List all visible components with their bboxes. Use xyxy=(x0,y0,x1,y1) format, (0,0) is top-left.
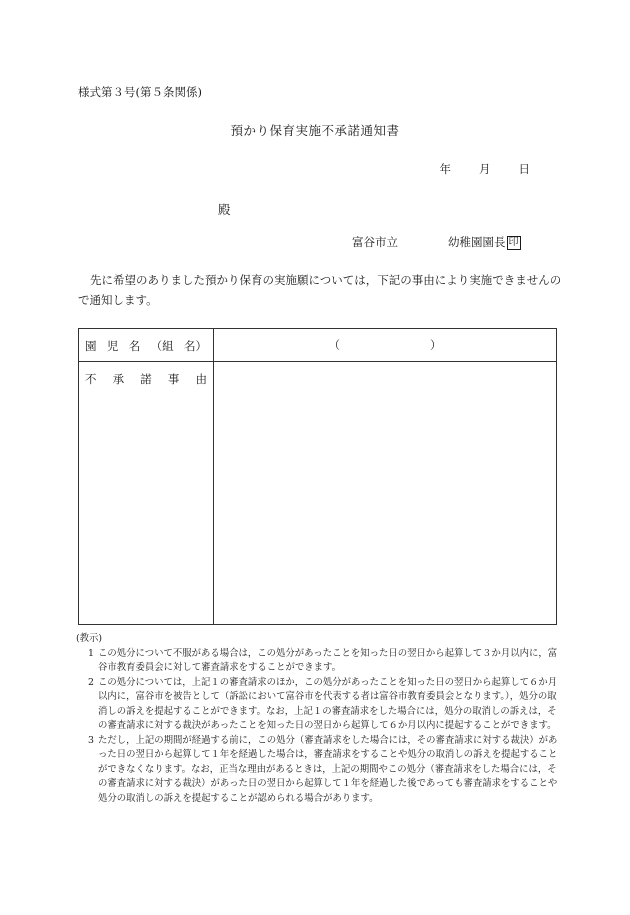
label-char: 事 xyxy=(167,372,180,386)
child-name-field[interactable] xyxy=(214,329,557,362)
instructions-heading: (教示) xyxy=(76,633,103,644)
document-title: 預かり保育実施不承諾通知書 xyxy=(230,123,400,138)
label-char: 不 xyxy=(85,372,97,386)
form-number: 様式第３号(第５条関係) xyxy=(78,85,202,99)
label-char: 園 xyxy=(85,339,97,353)
note-item xyxy=(82,734,564,807)
table-row-reason xyxy=(79,362,557,625)
reason-field[interactable] xyxy=(214,362,557,625)
body-text: 先に希望のありました預かり保育の実施願については，下記の事由により実施できませんので通知します。 xyxy=(78,273,562,307)
label-char: 名） xyxy=(184,339,207,353)
label-char: 児 xyxy=(106,339,119,353)
reason-label xyxy=(79,362,214,625)
issuer-city: 富谷市立 xyxy=(352,235,398,249)
label-char: 諾 xyxy=(140,372,152,386)
table-row-child-name xyxy=(79,329,557,362)
open-paren: （ xyxy=(328,338,340,352)
label-char: （組 xyxy=(150,339,174,353)
date-year: 年 xyxy=(439,162,451,176)
date-day: 日 xyxy=(518,162,530,176)
note-text: この処分について不服がある場合は，この処分があったことを知った日の翌日から起算して３か月以内に，富谷市教育委員会に対して審査請求をすることができます。 xyxy=(98,647,558,673)
child-name-label xyxy=(79,329,214,362)
note-item xyxy=(82,676,564,734)
note-text: この処分については，上記１の審査請求のほか，この処分があったことを知った日の翌日から起算して６か月以内に，富谷市を被告として（訴訟において富谷市を代表する者は富谷市教育委員会となります。），処分の取消しの訴えを提起することができます。なお，上記１の審査請求をした場合には，処分の取消しの訴えは，その審査請求に対する裁決があったことを知った日の翌日から起算して６か月以内に提起することができます。 xyxy=(98,676,558,731)
note-text: ただし，上記の期間が経過する前に，この処分（審査請求をした場合には，その審査請求に対する裁決）があった日の翌日から起算して１年を経過した場合は，審査請求をすることや処分の取消しの訴えを提起することができなくなります。なお，正当な理由があるときは，上記の期間やこの処分（審査請求をした場合には，その審査請求に対する裁決）があった日の翌日から起算して１年を経過した後であっても審査請求をすることや処分の取消しの訴えを提起することが認められる場合があります。 xyxy=(98,734,558,804)
addressee-suffix: 殿 xyxy=(218,202,231,217)
note-number: 1 xyxy=(88,647,94,659)
label-char: 名 xyxy=(128,339,141,353)
seal-mark: 印 xyxy=(508,237,519,248)
instructions xyxy=(78,632,564,806)
date-month: 月 xyxy=(479,162,491,176)
close-paren: ） xyxy=(430,338,442,352)
label-char: 承 xyxy=(112,372,125,386)
note-item xyxy=(82,647,564,676)
note-number: 3 xyxy=(88,734,94,746)
note-number: 2 xyxy=(88,676,94,688)
label-char: 由 xyxy=(195,372,207,386)
issuer-school: 幼稚園園長 xyxy=(448,235,506,249)
date-line xyxy=(440,161,531,177)
issuer-line xyxy=(352,234,521,250)
form-table xyxy=(78,328,557,625)
